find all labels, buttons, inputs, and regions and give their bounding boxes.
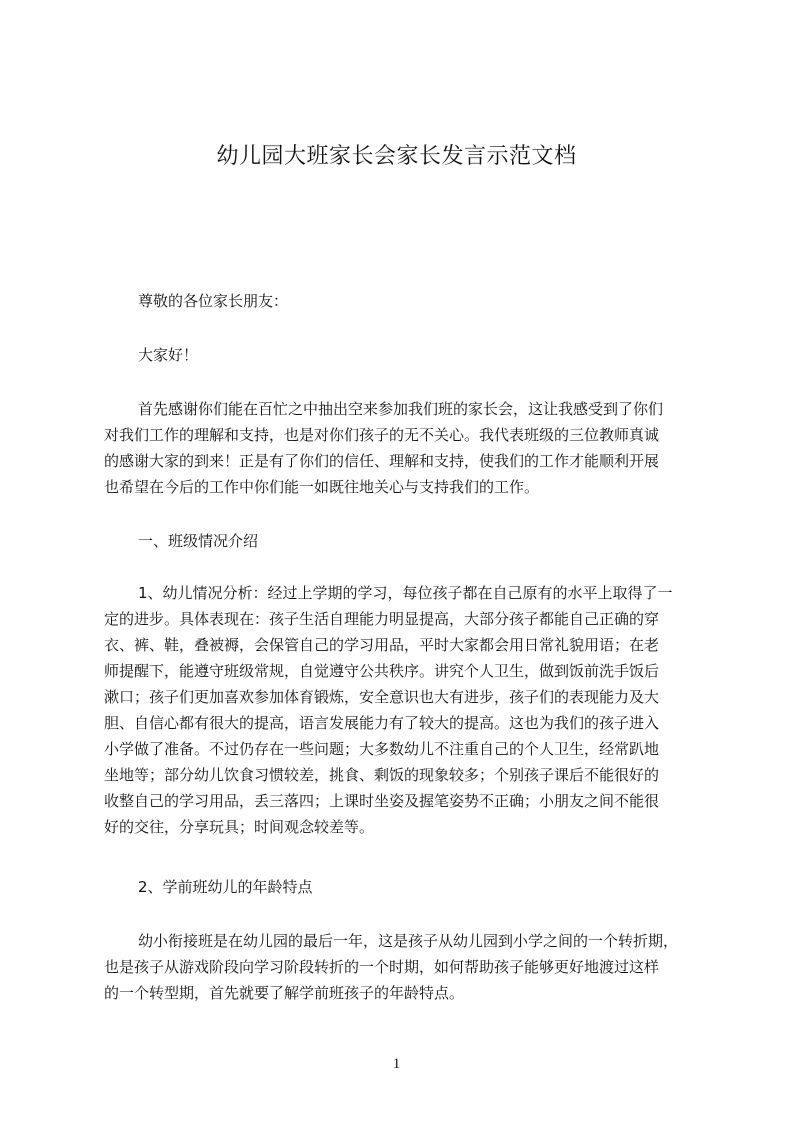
paragraph-line: 也是孩子从游戏阶段向学习阶段转折的一个时期，如何帮助孩子能够更好地渡过这样 — [104, 958, 660, 976]
document-title: 幼儿园大班家长会家长发言示范文档 — [216, 144, 577, 169]
section-heading-text: 2、学前班幼儿的年龄特点 — [138, 878, 313, 896]
section-heading-age-traits — [104, 874, 704, 900]
paragraph-line: 的一个转型期，首先就要了解学前班孩子的年龄特点。 — [104, 984, 465, 1002]
paragraph-line: 师提醒下，能遵守班级常规，自觉遵守公共秩序。讲究个人卫生，做到饭前洗手饭后 — [104, 662, 660, 680]
paragraph-line: 收整自己的学习用品，丢三落四；上课时坐姿及握笔姿势不正确；小朋友之间不能很 — [104, 792, 660, 810]
salutation — [104, 288, 704, 314]
paragraph-line: 好的交往，分享玩具；时间观念较差等。 — [104, 818, 375, 836]
greeting — [104, 342, 704, 368]
paragraph-line: 首先感谢你们能在百忙之中抽出空来参加我们班的家长会，这让我感受到了你们 — [138, 400, 664, 418]
section-heading-text: 一、班级情况介绍 — [138, 532, 259, 550]
paragraph-line: 定的进步。具体表现在：孩子生活自理能力明显提高，大部分孩子都能自己正确的穿 — [104, 610, 660, 628]
paragraph-line: 衣、裤、鞋，叠被褥，会保管自己的学习用品，平时大家都会用日常礼貌用语；在老 — [104, 636, 660, 654]
paragraph-line: 坐地等；部分幼儿饮食习惯较差，挑食、剩饭的现象较多；个别孩子课后不能很好的 — [104, 766, 660, 784]
salutation-text: 尊敬的各位家长朋友： — [138, 292, 289, 310]
paragraph-line: 的感谢大家的到来！正是有了你们的信任、理解和支持，使我们的工作才能顺利开展 — [104, 452, 660, 470]
paragraph-line: 漱口；孩子们更加喜欢参加体育锻炼，安全意识也大有进步，孩子们的表现能力及大 — [104, 688, 660, 706]
greeting-text: 大家好！ — [138, 346, 199, 364]
paragraph-line: 也希望在今后的工作中你们能一如既往地关心与支持我们的工作。 — [104, 478, 540, 496]
page-number: 1 — [392, 1056, 401, 1072]
paragraph-line: 幼小衔接班是在幼儿园的最后一年，这是孩子从幼儿园到小学之间的一个转折期， — [138, 932, 679, 950]
paragraph-intro — [104, 396, 704, 500]
paragraph-line: 1、幼儿情况分析：经过上学期的学习，每位孩子都在自己原有的水平上取得了一 — [138, 584, 673, 602]
paragraph-line: 对我们工作的理解和支持，也是对你们孩子的无不关心。我代表班级的三位教师真诚 — [104, 426, 660, 444]
paragraph-child-analysis — [104, 580, 704, 840]
paragraph-age-traits — [104, 928, 704, 1006]
section-heading-class-overview — [104, 528, 704, 554]
paragraph-line: 小学做了准备。不过仍存在一些问题；大多数幼儿不注重自己的个人卫生，经常趴地 — [104, 740, 660, 758]
paragraph-line: 胆、自信心都有很大的提高，语言发展能力有了较大的提高。这也为我们的孩子进入 — [104, 714, 660, 732]
